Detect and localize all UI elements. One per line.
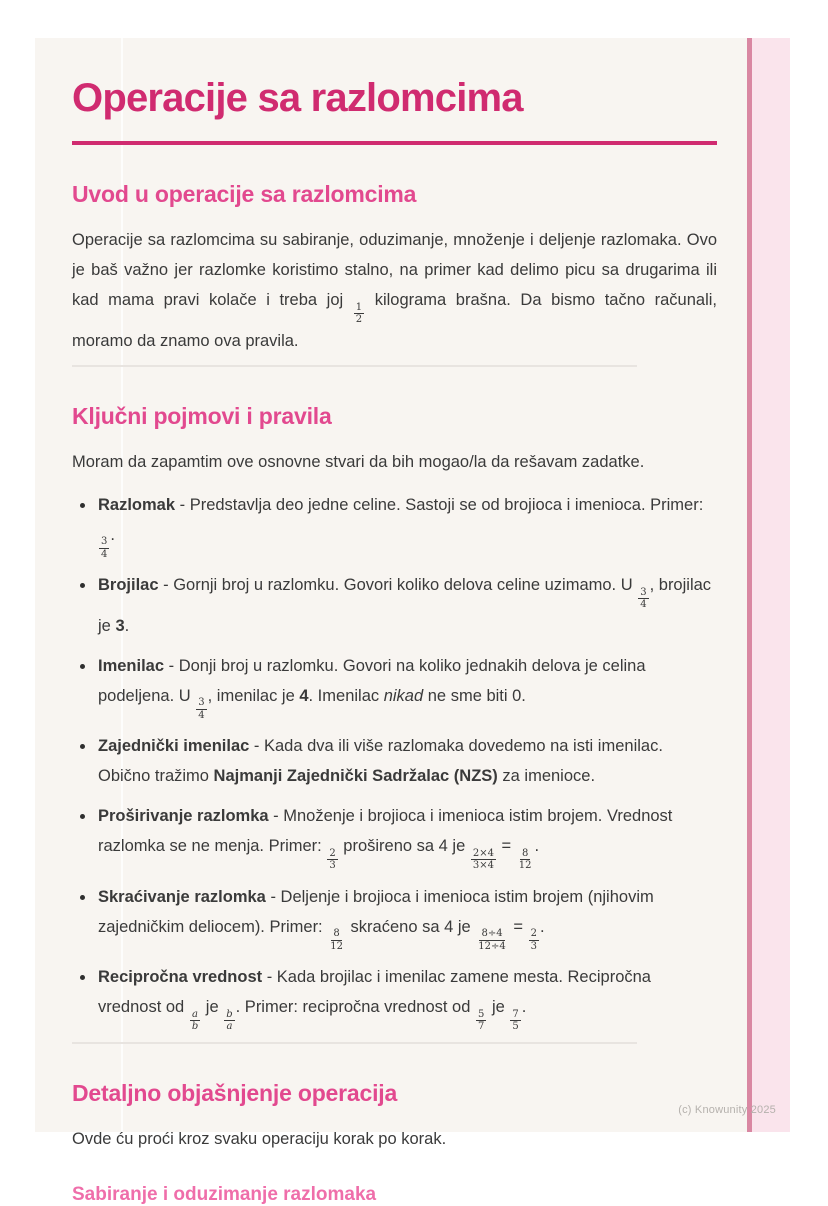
document-content: [72, 38, 717, 1206]
fraction: $\frac{2}{3}$: [329, 847, 336, 871]
list-item-skracivanje: • Skraćivanje razlomka - Deljenje i brojioca i imenioca istim brojem (njihovim zajedničkim deliocem). Primer: $\frac{8}{12}$ skraćeno sa 4 je $\frac{8\div 4}{12\div 4}$ = $\frac{2}{3}$ .: [96, 882, 717, 953]
fraction: $\frac{b}{a}$: [226, 1008, 233, 1032]
list-item-reciprocna: • Recipročna vrednost - Kada brojilac i imenilac zamene mesta. Recipročna vrednost od $\frac{a}{b}$ je $\frac{b}{a}$ . Primer: recipročna vrednost od $\frac{5}{7}$ je $\frac{7}{5}$ .: [96, 962, 717, 1033]
section-divider-1: [72, 365, 637, 367]
operations-lead: Ovde ću proći kroz svaku operaciju korak po korak.: [72, 1129, 447, 1148]
section-divider-2: [72, 1042, 637, 1044]
fraction: $\frac{5}{7}$: [478, 1008, 485, 1032]
key-terms-list: [72, 490, 717, 1033]
fraction: $\frac{a}{b}$: [191, 1008, 199, 1032]
list-item-prosirivanje: • Proširivanje razlomka - Množenje i brojioca i imenioca istim brojem. Vrednost razlomka se ne menja. Primer: $\frac{2}{3}$ prošireno sa 4 je $\frac{2\times 4}{3\times 4}$ = $\frac{8}{12}$ .: [96, 801, 717, 872]
section-heading-operations: Detaljno objašnjenje operacija: [72, 1079, 398, 1106]
fraction: $\frac{8\div 4}{12\div 4}$: [478, 928, 506, 952]
page-title: Operacije sa razlomcima: [72, 76, 523, 120]
list-item-razlomak: • Razlomak - Predstavlja deo jedne celine. Sastoji se od brojioca i imenioca. Primer: $\frac{3}{4}$ .: [96, 490, 717, 561]
document-page: [35, 38, 790, 1205]
page-edge-strip: [747, 38, 790, 1132]
list-item-imenilac: • Imenilac - Donji broj u razlomku. Govori na koliko jednakih delova je celina podeljena. U $\frac{3}{4}$ , imenilac je 4. Imenilac nikad ne sme biti 0.: [96, 651, 717, 722]
fraction: $\frac{7}{5}$: [512, 1008, 519, 1032]
title-rule: [72, 141, 717, 145]
fraction: $\frac{2}{3}$: [530, 928, 537, 952]
fraction: $\frac{1}{2}$: [355, 301, 363, 325]
subsection-heading-add-sub: Sabiranje i oduzimanje razlomaka: [72, 1183, 377, 1205]
fraction: $\frac{8}{12}$: [330, 928, 343, 952]
section-heading-intro: Uvod u operacije sa razlomcima: [72, 181, 417, 207]
list-item-zajednicki-imenilac: • Zajednički imenilac - Kada dva ili više razlomaka dovedemo na isti imenilac. Obično tražimo Najmanji Zajednički Sadržalac (NZS) za imenioce.: [96, 731, 717, 791]
fraction: $\frac{3}{4}$: [101, 536, 108, 560]
fraction: $\frac{3}{4}$: [198, 697, 205, 721]
list-item-brojilac: • Brojilac - Gornji broj u razlomku. Govori koliko delova celine uzimamo. U $\frac{3}{4}$ , brojilac je 3.: [96, 570, 717, 641]
fraction: $\frac{3}{4}$: [640, 586, 647, 610]
fraction: $\frac{8}{12}$: [518, 847, 532, 871]
footer-credit: (c) Knowunity 2025: [678, 1104, 776, 1116]
key-terms-lead: Moram da zapamtim ove osnovne stvari da bih mogao/la da rešavam zadatke.: [72, 452, 645, 471]
fraction: $\frac{2\times 4}{3\times 4}$: [472, 847, 494, 871]
section-heading-key-terms: Ključni pojmovi i pravila: [72, 402, 332, 429]
intro-paragraph: Operacije sa razlomcima su sabiranje, oduzimanje, množenje i deljenje razlomaka. Ovo je baš važno jer razlomke koristimo stalno, na primer kad delimo picu sa drugarima ili kad mama pravi kolače i treba joj $\frac{1}{2}$ kilograma brašna. Da bismo tačno računali, moramo da znamo ova pravila.: [72, 231, 717, 350]
